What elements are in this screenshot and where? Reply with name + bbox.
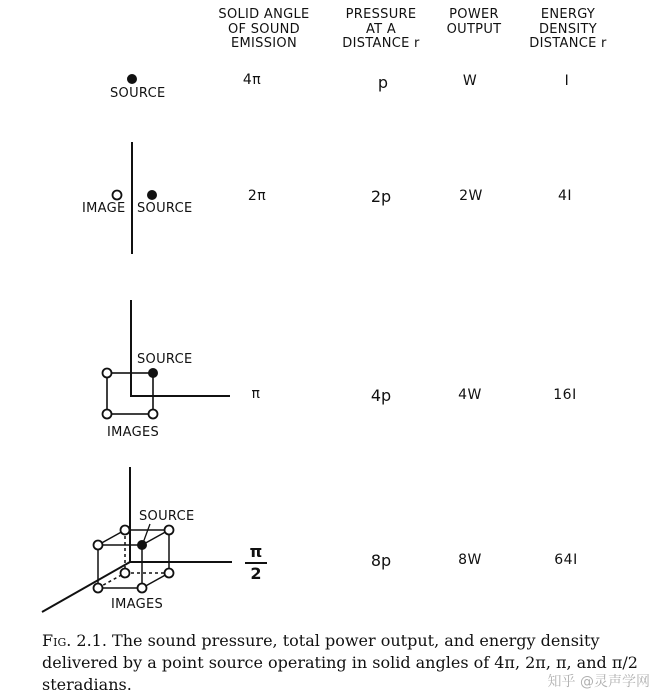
row3-angle: π <box>251 386 261 402</box>
row3-pressure: 4p <box>370 386 392 405</box>
row4-angle-denominator: 2 <box>250 564 262 583</box>
row4-angle-fraction <box>241 543 271 583</box>
source-point-4 <box>137 540 147 550</box>
header-energy: ENERGY DENSITY DISTANCE r <box>529 7 607 51</box>
source-pointer-4 <box>143 524 150 543</box>
label-images-3: IMAGES <box>107 425 160 440</box>
row3-energy: 16I <box>553 387 577 403</box>
row4-power: 8W <box>458 552 482 568</box>
row1-power: W <box>462 73 478 89</box>
header-power: POWER OUTPUT <box>446 7 502 37</box>
label-images-4: IMAGES <box>111 597 164 612</box>
label-source-1: SOURCE <box>110 86 166 101</box>
header-pressure: PRESSURE AT A DISTANCE r <box>342 7 420 51</box>
row2-pressure: 2p <box>370 187 392 206</box>
corner-walls-3 <box>131 300 230 396</box>
row4-energy: 64I <box>554 552 578 568</box>
source-point-2 <box>147 190 157 200</box>
row1-pressure: p <box>377 73 389 92</box>
row1-angle: 4π <box>242 72 262 88</box>
image-point-3c <box>149 410 158 419</box>
watermark: 知乎 @灵声学网 <box>547 674 650 690</box>
label-source-4: SOURCE <box>139 509 195 524</box>
header-solid-angle: SOLID ANGLE OF SOUND EMISSION <box>218 7 310 51</box>
row4-angle-numerator: π <box>249 542 263 561</box>
image-point-3a <box>103 369 112 378</box>
label-image-2: IMAGE <box>82 201 126 216</box>
label-source-3: SOURCE <box>137 352 193 367</box>
source-point-1 <box>127 74 137 84</box>
figure-number: Fig. 2.1. <box>42 631 107 650</box>
image-point-3b <box>103 410 112 419</box>
image-point-2 <box>113 191 122 200</box>
row2-power: 2W <box>459 188 483 204</box>
row1-energy: I <box>564 73 570 89</box>
label-source-2: SOURCE <box>137 201 193 216</box>
source-point-3 <box>148 368 158 378</box>
caption-text: The sound pressure, total power output, and energy density delivered by a point source operating in solid angles of 4π, 2π, π, and π/2 steradians. <box>42 631 638 694</box>
row3-power: 4W <box>458 387 482 403</box>
row2-energy: 4I <box>557 188 573 204</box>
row2-angle: 2π <box>247 188 267 204</box>
row4-pressure: 8p <box>370 551 392 570</box>
